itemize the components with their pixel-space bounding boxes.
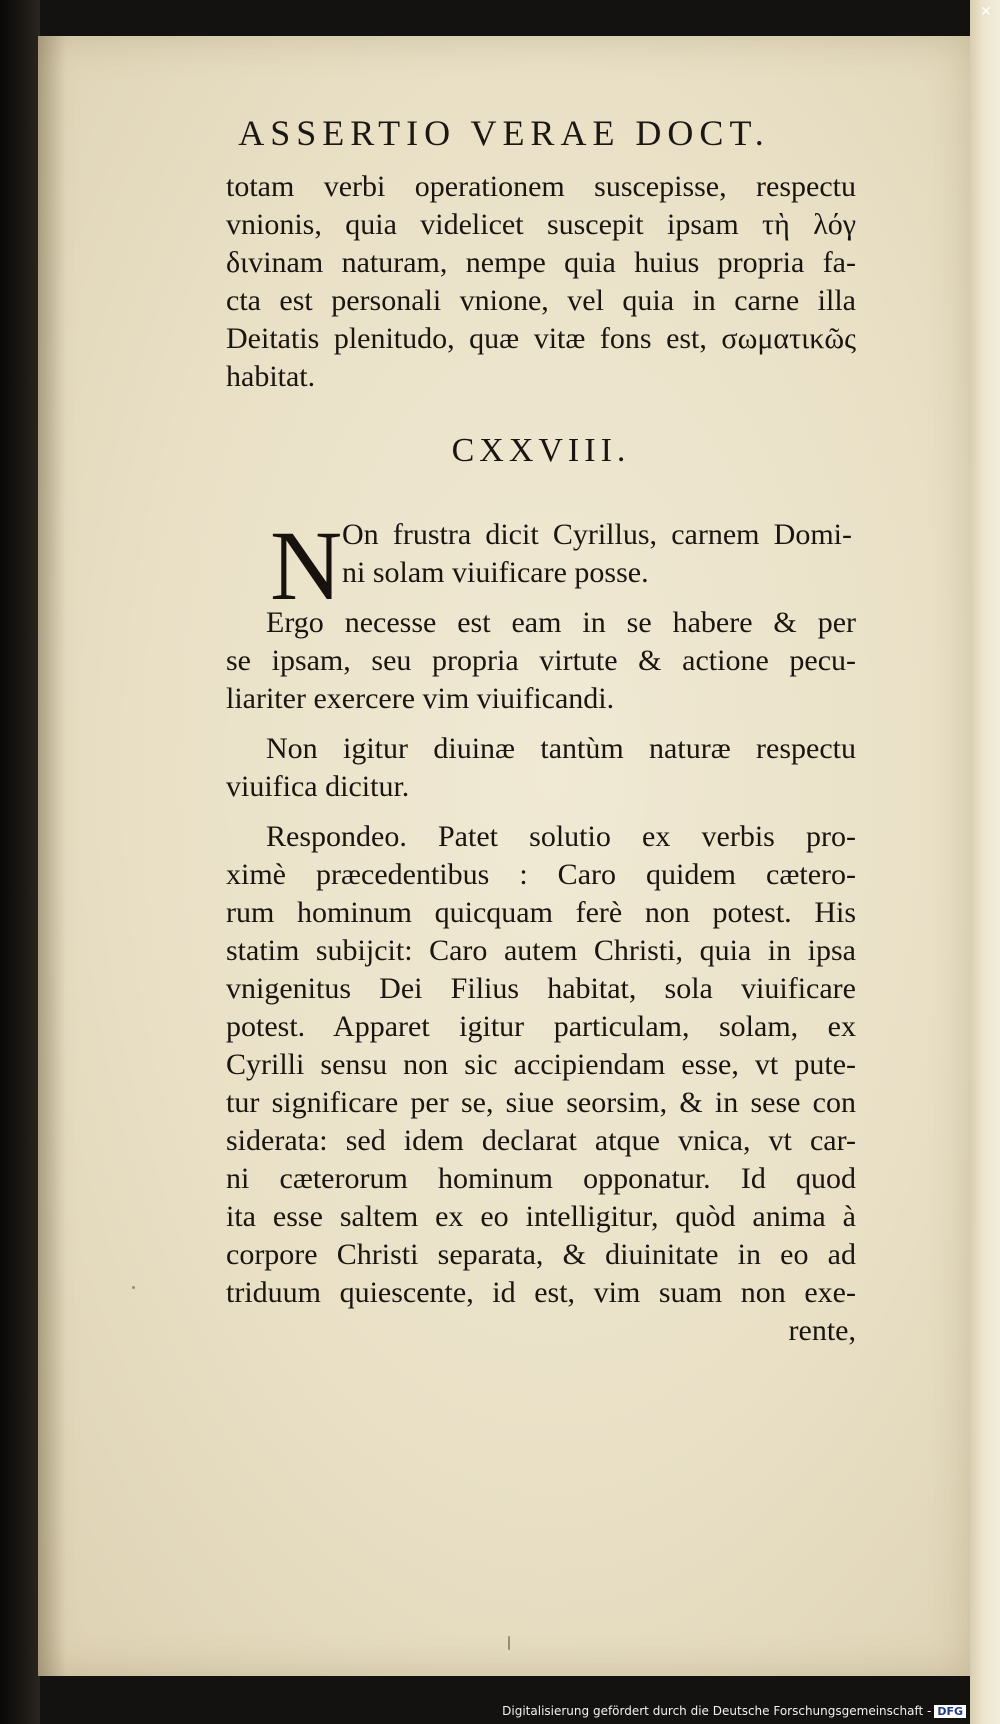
- text-line: Deitatis plenitudo, quæ vitæ fons est, σωματικῶς: [226, 322, 856, 355]
- drop-cap-initial: N: [270, 510, 343, 621]
- dropcap-paragraph: [342, 516, 852, 592]
- catchword: rente,: [788, 1314, 856, 1347]
- text-line: Cyrilli sensu non sic accipiendam esse, vt pute-: [226, 1048, 856, 1081]
- paragraph-respondeo: [226, 818, 856, 1350]
- paragraph-top: [226, 168, 856, 396]
- text-line: ni cæterorum hominum opponatur. Id quod: [226, 1162, 856, 1195]
- text-line: habitat.: [226, 360, 316, 393]
- text-line: tur significare per se, siue seorsim, & in sese con: [226, 1086, 856, 1119]
- text-line: triduum quiescente, id est, vim suam non exe-: [226, 1276, 856, 1309]
- text-line: Non igitur diuinæ tantùm naturæ respectu: [266, 732, 856, 765]
- text-line: liariter exercere vim viuificandi.: [226, 682, 615, 715]
- text-line: rum hominum quicquam ferè non potest. His: [226, 896, 856, 929]
- text-line: ximè præcedentibus : Caro quidem cætero-: [226, 858, 856, 891]
- text-line: viuifica dicitur.: [226, 770, 410, 803]
- text-line: vnionis, quia videlicet suscepit ipsam τὴ λόγ διvinam naturam, nempe quia huius propria fa-: [226, 208, 856, 279]
- text-line: potest. Apparet igitur particulam, solam, ex: [226, 1010, 856, 1043]
- paper-speck: [132, 1286, 135, 1289]
- close-icon: ✕: [980, 4, 992, 20]
- text-line: ni solam viuificare posse.: [342, 556, 649, 589]
- text-line: On frustra dicit Cyrillus, carnem Domi-: [342, 518, 852, 551]
- text-line: totam verbi operationem suscepisse, respectu: [226, 170, 856, 203]
- page-edge-right: [970, 0, 1000, 1724]
- text-line: se ipsam, seu propria virtute & actione pecu-: [226, 644, 856, 677]
- paragraph-ergo: [226, 604, 856, 718]
- text-line: Respondeo. Patet solutio ex verbis pro-: [266, 820, 856, 853]
- text-line: vnigenitus Dei Filius habitat, sola viuificare: [226, 972, 856, 1005]
- text-line: cta est personali vnione, vel quia in carne illa: [226, 284, 856, 317]
- footer-text: Digitalisierung gefördert durch die Deutsche Forschungsgemeinschaft -: [502, 1704, 932, 1718]
- paragraph-non: [226, 730, 856, 806]
- text-line: corpore Christi separata, & diuinitate in eo ad: [226, 1238, 856, 1271]
- text-line: statim subijcit: Caro autem Christi, quia in ipsa: [226, 934, 856, 967]
- footer-credit: [502, 1704, 966, 1718]
- text-line: ita esse saltem ex eo intelligitur, quòd anima à: [226, 1200, 856, 1233]
- running-head: ASSERTIO VERAE DOCT.: [238, 113, 770, 153]
- scan-left-shadow: [0, 0, 40, 1724]
- text-line: Ergo necesse est eam in se habere & per: [266, 606, 856, 639]
- text-line: siderata: sed idem declarat atque vnica, vt car-: [226, 1124, 856, 1157]
- section-number: CXXVIII.: [451, 432, 631, 469]
- dfg-logo: DFG: [934, 1705, 966, 1718]
- paper-speck: [508, 1636, 510, 1650]
